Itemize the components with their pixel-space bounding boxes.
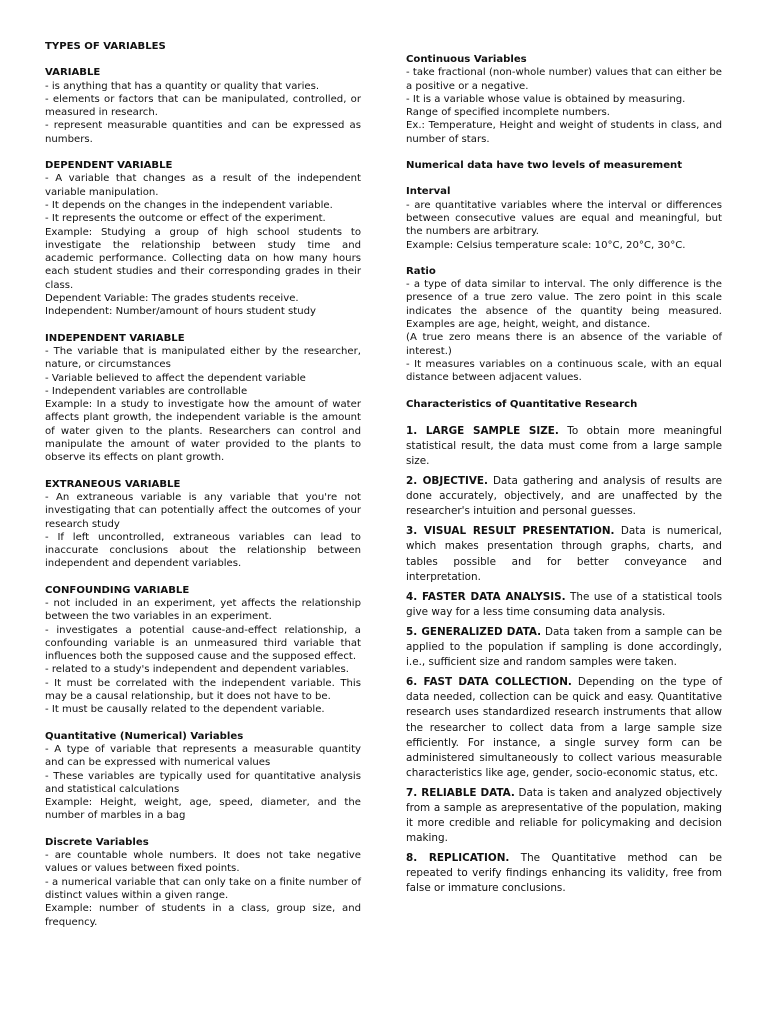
paragraph: - These variables are typically used for quantitative analysis and statistical calculations — [45, 770, 361, 795]
paragraph: - not included in an experiment, yet affects the relationship between the two variables in an experiment. — [45, 597, 361, 623]
paragraph: - An extraneous variable is any variable that you're not investigating that can potentially affect the outcomes of your research study — [45, 491, 361, 530]
paragraph: - take fractional (non-whole number) values that can either be a positive or a negative. — [406, 67, 722, 92]
paragraph: - investigates a potential cause-and-effect relationship, a confounding variable is an unmeasured third variable that influences both the supposed cause and the supposed effect. — [45, 624, 361, 663]
paragraph: Ex.: Temperature, Height and weight of students in class, and number of stars. — [406, 120, 722, 145]
characteristic-text: The use of a statistical tools give way for a less time consuming data analysis. — [406, 590, 722, 618]
characteristics-list — [406, 424, 722, 897]
paragraph: - is anything that has a quantity or quality that varies. — [45, 80, 320, 92]
paragraph: - are quantitative variables where the interval or differences between consecutive values are equal and meaningful, but the numbers are arbitrary. — [406, 199, 722, 238]
characteristic-text: Data is taken and analyzed objectively from a sample as arepresentative of the population, making it more credible and reliable for policymaking and decision making. — [406, 786, 722, 845]
heading-confounding-variable: CONFOUNDING VARIABLE — [45, 584, 190, 596]
characteristic-item — [406, 524, 722, 584]
heading-variable: VARIABLE — [45, 67, 101, 79]
heading-ratio: Ratio — [406, 265, 436, 277]
paragraph: - A type of variable that represents a measurable quantity and can be expressed with numerical values — [45, 743, 361, 769]
characteristic-text: Depending on the type of data needed, collection can be quick and easy. Quantitative research uses standardized research instruments that allow the researcher to collect data from a large sample size efficiently. For instance, a single survey form can be administered simultaneously to collect various measurable characteristics like age, gender, socio-economic status, etc. — [406, 676, 722, 779]
right-column-definitions — [406, 53, 722, 411]
paragraph: - The variable that is manipulated either by the researcher, nature, or circumstances — [45, 345, 361, 371]
characteristic-label: 2. OBJECTIVE. — [406, 475, 488, 488]
paragraph: - Variable believed to affect the dependent variable — [45, 372, 306, 384]
characteristic-label: 6. FAST DATA COLLECTION. — [406, 676, 572, 689]
paragraph: - It represents the outcome or effect of the experiment. — [45, 213, 326, 225]
heading-continuous-variables: Continuous Variables — [406, 54, 527, 65]
characteristic-label: 5. GENERALIZED DATA. — [406, 625, 542, 638]
characteristic-item — [406, 851, 722, 896]
paragraph: - represent measurable quantities and can be expressed as numbers. — [45, 120, 361, 145]
heading-interval: Interval — [406, 186, 451, 198]
paragraph: - It must be causally related to the dependent variable. — [45, 704, 325, 716]
paragraph: Range of specified incomplete numbers. — [406, 107, 610, 119]
paragraph: - It measures variables on a continuous scale, with an equal distance between adjacent values. — [406, 358, 722, 384]
heading-characteristics-of-quantitative-research: Characteristics of Quantitative Research — [406, 398, 638, 410]
paragraph: - A variable that changes as a result of the independent variable manipulation. — [45, 173, 361, 198]
paragraph: Dependent Variable: The grades students receive. — [45, 293, 299, 305]
paragraph: - are countable whole numbers. It does not take negative values or values between fixed points. — [45, 850, 361, 875]
paragraph: - elements or factors that can be manipulated, controlled, or measured in research. — [45, 93, 361, 119]
paragraph: (A true zero means there is an absence of the variable of interest.) — [406, 332, 722, 357]
paragraph: - Independent variables are controllable — [45, 385, 248, 397]
paragraph: - If left uncontrolled, extraneous variables can lead to inaccurate conclusions about the relationship between independent and dependent variables. — [45, 531, 361, 570]
characteristic-label: 1. LARGE SAMPLE SIZE. — [406, 424, 559, 437]
characteristic-item — [406, 474, 722, 519]
characteristic-label: 4. FASTER DATA ANALYSIS. — [406, 590, 566, 603]
heading-extraneous-variable: EXTRANEOUS VARIABLE — [45, 478, 181, 490]
characteristic-text: Data gathering and analysis of results are done accurately, objectively, and are unaffected by the researcher's intuition and personal guesses. — [406, 475, 722, 518]
paragraph: Example: number of students in a class, group size, and frequency. — [45, 903, 361, 928]
heading-discrete-variables: Discrete Variables — [45, 836, 149, 848]
paragraph: - related to a study's independent and dependent variables. — [45, 664, 349, 676]
paragraph: Independent: Number/amount of hours student study — [45, 306, 317, 318]
right-column — [406, 0, 722, 897]
characteristic-label: 8. REPLICATION. — [406, 852, 510, 865]
characteristic-text: The Quantitative method can be repeated to verify findings enhancing its validity, free from false or immature conclusions. — [406, 852, 722, 895]
paragraph: Example: Studying a group of high school students to investigate the relationship between study time and academic performance. Collecting data on how many hours each student studies and their corresponding grades in their class. — [45, 226, 361, 291]
paragraph: - It is a variable whose value is obtained by measuring. — [406, 93, 686, 105]
characteristic-item — [406, 625, 722, 670]
left-column — [45, 0, 361, 929]
paragraph: - a numerical variable that can only take on a finite number of distinct values within a given range. — [45, 876, 361, 901]
heading-independent-variable: INDEPENDENT VARIABLE — [45, 332, 185, 344]
heading-quantitative-numerical-variables: Quantitative (Numerical) Variables — [45, 730, 244, 742]
characteristic-item — [406, 675, 722, 781]
heading-types-of-variables: TYPES OF VARIABLES — [45, 41, 166, 52]
characteristic-item — [406, 424, 722, 469]
paragraph: - It must be correlated with the independent variable. This may be a causal relationship, but it does not have to be. — [45, 677, 361, 703]
characteristic-text: To obtain more meaningful statistical result, the data must come from a large sample size. — [406, 424, 722, 468]
characteristic-text: Data is numerical, which makes presentation through graphs, charts, and tables possible and for better conveyance and interpretation. — [406, 525, 722, 583]
characteristic-label: 3. VISUAL RESULT PRESENTATION. — [406, 525, 615, 538]
characteristic-item — [406, 786, 722, 846]
heading-numerical-data-have-two-levels-of-measur: Numerical data have two levels of measurement — [406, 160, 683, 172]
characteristic-label: 7. RELIABLE DATA. — [406, 786, 515, 799]
characteristic-text: Data taken from a sample can be applied to the population if sampling is done accordingly, i.e., sufficient size and random samples were taken. — [406, 625, 722, 669]
paragraph: Example: In a study to investigate how the amount of water affects plant growth, the independent variable is the amount of water given to the plants. Researchers can control and manipulate the amount of water provided to the plants to observe its effects on plant growth. — [45, 399, 361, 464]
paragraph: Example: Height, weight, age, speed, diameter, and the number of marbles in a bag — [45, 797, 361, 822]
paragraph: - It depends on the changes in the independent variable. — [45, 199, 333, 211]
paragraph: Example: Celsius temperature scale: 10°C, 20°C, 30°C. — [406, 239, 686, 251]
characteristic-item — [406, 590, 722, 620]
heading-dependent-variable: DEPENDENT VARIABLE — [45, 160, 173, 172]
paragraph: - a type of data similar to interval. The only difference is the presence of a true zero value. The zero point in this scale indicates the absence of the quantity being measured. Examples are age, height, weight, and distance. — [406, 279, 722, 331]
